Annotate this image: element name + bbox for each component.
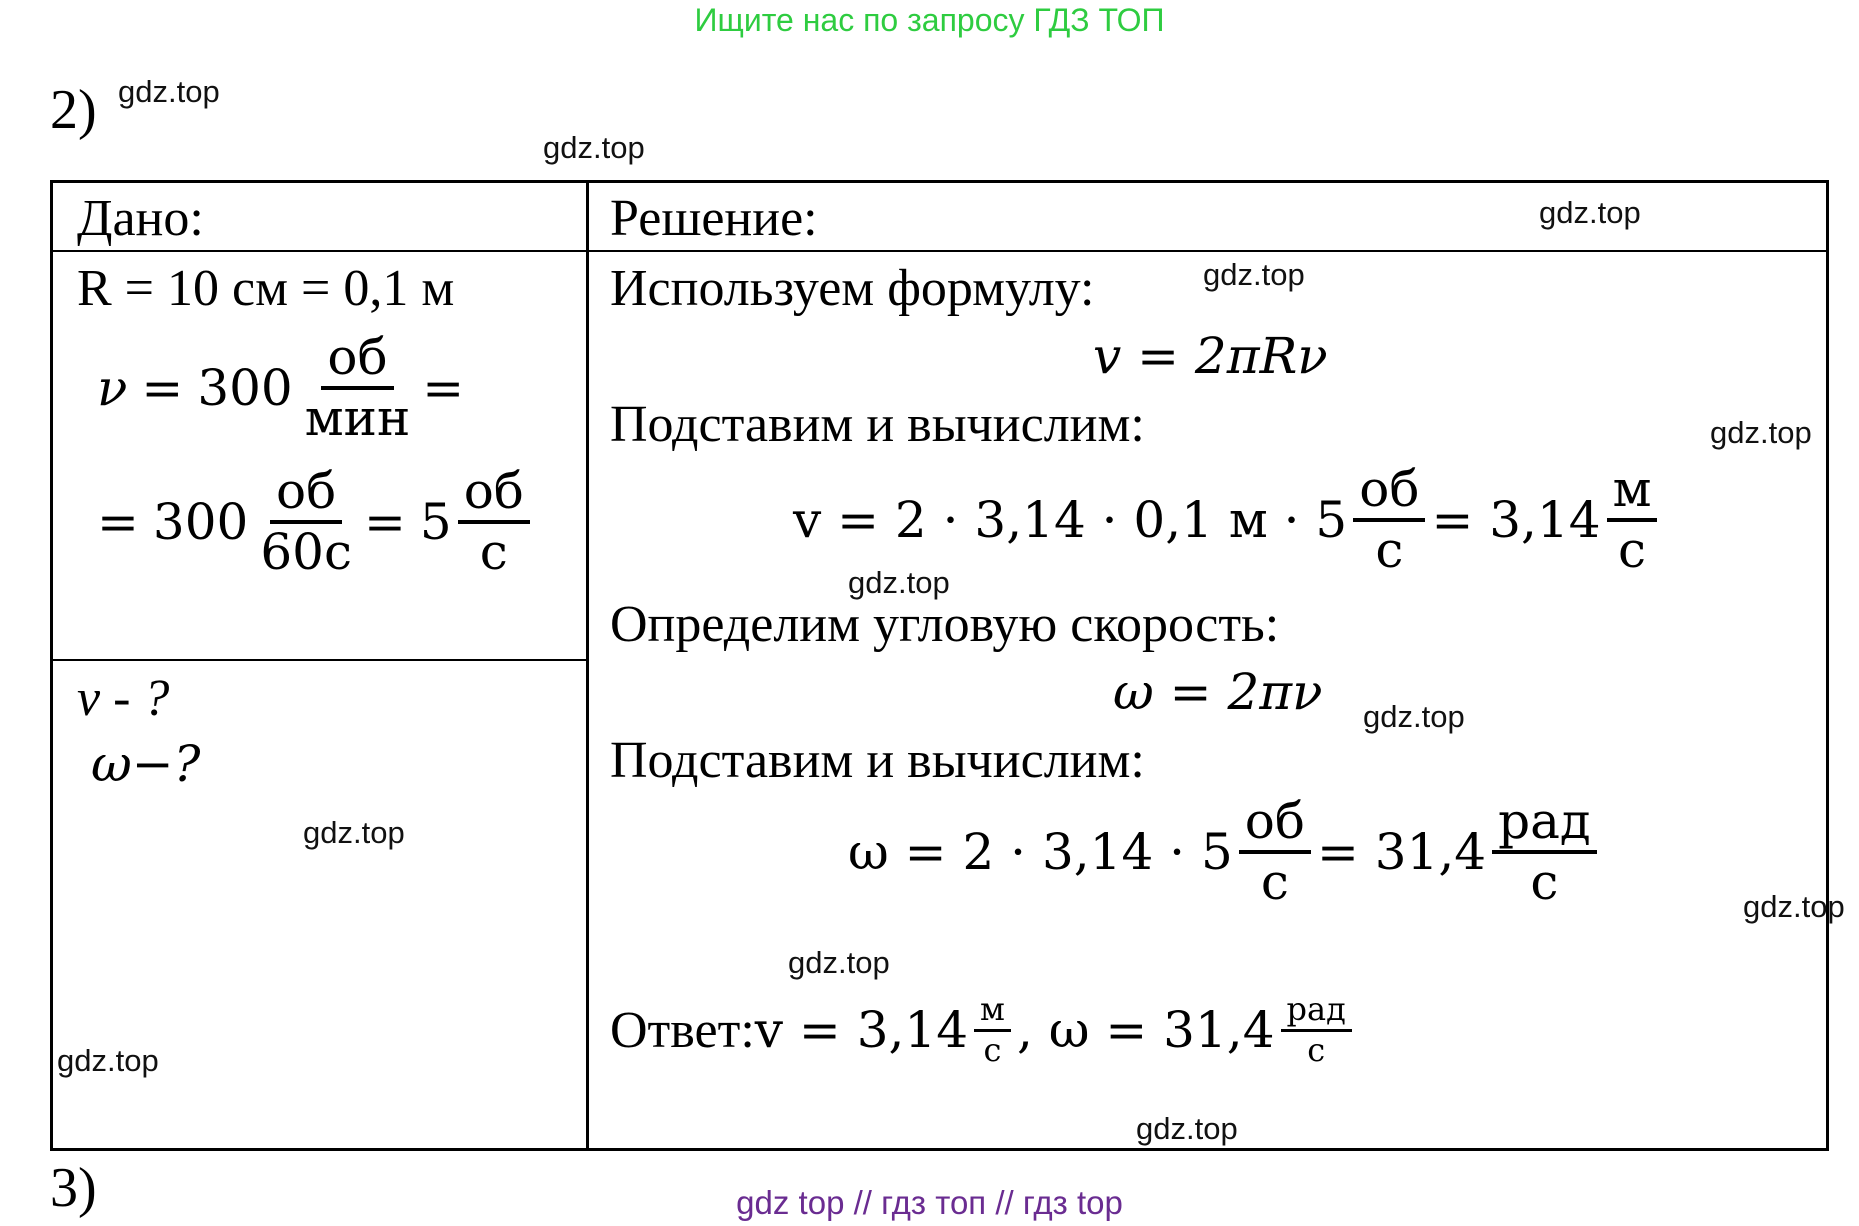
calc-angular-speed — [848, 792, 1603, 911]
formula-2: ω = 2πν — [1113, 663, 1323, 721]
denominator: мин — [304, 388, 411, 447]
find-omega-text: ω−? — [91, 735, 201, 793]
fraction-ob-60s — [254, 462, 358, 581]
calc2-left: ω = 2 · 3,14 · 5 — [848, 822, 1233, 881]
watermark: gdz.top — [848, 565, 950, 600]
equals: = — [363, 492, 406, 551]
calc1-result: = 3,14 — [1431, 490, 1601, 549]
value-300: 300 — [152, 492, 249, 551]
answer-label: Ответ: — [610, 1001, 755, 1059]
denominator: с — [1530, 852, 1559, 911]
freq-symbol: ν — [97, 358, 128, 417]
denominator: с — [1260, 852, 1289, 911]
denominator: с — [983, 1030, 1002, 1069]
fraction-ob-s — [1239, 792, 1311, 911]
given-header: Дано: — [77, 190, 204, 247]
value-5: 5 — [419, 492, 452, 551]
numerator: об — [1239, 795, 1311, 854]
solution-table — [50, 180, 1845, 1151]
fraction-rad-s — [1492, 792, 1597, 911]
answer-line — [610, 990, 1358, 1069]
watermark: gdz.top — [118, 74, 220, 109]
fraction-ob-min — [299, 328, 417, 447]
denominator: с — [1375, 520, 1404, 579]
numerator: об — [458, 465, 530, 524]
watermark: gdz.top — [788, 945, 890, 980]
calc1-left: v = 2 · 3,14 · 0,1 м · 5 — [793, 490, 1348, 549]
answer-v: v = 3,14 — [754, 1001, 969, 1060]
watermark: gdz.top — [303, 815, 405, 850]
watermark: gdz.top — [1539, 195, 1641, 230]
watermark: gdz.top — [543, 130, 645, 165]
solution-header: Решение: — [610, 190, 818, 247]
watermark: gdz.top — [1710, 415, 1812, 450]
equals: = — [141, 358, 184, 417]
next-problem-number: 3) — [50, 1157, 97, 1219]
numerator: м — [974, 993, 1011, 1032]
watermark: gdz.top — [1743, 889, 1845, 924]
calc-linear-speed — [793, 460, 1663, 579]
watermark: gdz.top — [1363, 699, 1465, 734]
substitute-text-1: Подставим и вычислим: — [610, 396, 1145, 453]
bottom-banner: gdz top // гдз топ // гдз top — [736, 1184, 1123, 1221]
fraction-ob-s — [458, 462, 530, 581]
top-banner: Ищите нас по запросу ГДЗ ТОП — [694, 2, 1165, 38]
given-frequency-line-2 — [97, 462, 536, 581]
formula-1: v = 2πRν — [1093, 327, 1328, 385]
denominator: с — [479, 522, 508, 581]
find-omega — [91, 735, 200, 793]
substitute-text-2: Подставим и вычислим: — [610, 732, 1145, 789]
equals: = — [97, 492, 139, 551]
denominator: с — [1618, 520, 1647, 579]
numerator: об — [321, 331, 393, 390]
watermark: gdz.top — [1136, 1111, 1238, 1146]
angular-speed-text: Определим угловую скорость: — [610, 596, 1280, 653]
fraction-rad-s — [1281, 990, 1352, 1069]
fraction-m-s — [974, 990, 1011, 1069]
calc2-result: = 31,4 — [1316, 822, 1487, 881]
equals: = — [422, 358, 465, 417]
given-find-divider — [53, 659, 588, 661]
given-radius: R = 10 см = 0,1 м — [77, 260, 455, 317]
problem-number: 2) — [50, 79, 97, 141]
numerator: рад — [1281, 993, 1352, 1032]
watermark: gdz.top — [1203, 257, 1305, 292]
formula-linear-speed — [1093, 327, 1328, 385]
denominator: с — [1307, 1030, 1326, 1069]
answer-w: , ω = 31,4 — [1016, 1001, 1275, 1060]
watermark: gdz.top — [57, 1043, 159, 1078]
use-formula-text: Используем формулу: — [610, 260, 1095, 317]
fraction-m-s — [1607, 460, 1658, 579]
numerator: рад — [1492, 795, 1597, 854]
value-300: 300 — [197, 358, 293, 417]
numerator: об — [270, 465, 342, 524]
numerator: об — [1353, 463, 1425, 522]
column-divider — [586, 183, 589, 1148]
fraction-ob-s — [1353, 460, 1425, 579]
find-v: v - ? — [77, 670, 170, 727]
denominator: 60с — [260, 522, 352, 581]
formula-angular-speed — [1113, 663, 1323, 721]
given-frequency-line-1 — [97, 328, 465, 447]
header-divider — [53, 250, 1826, 252]
numerator: м — [1607, 463, 1658, 522]
